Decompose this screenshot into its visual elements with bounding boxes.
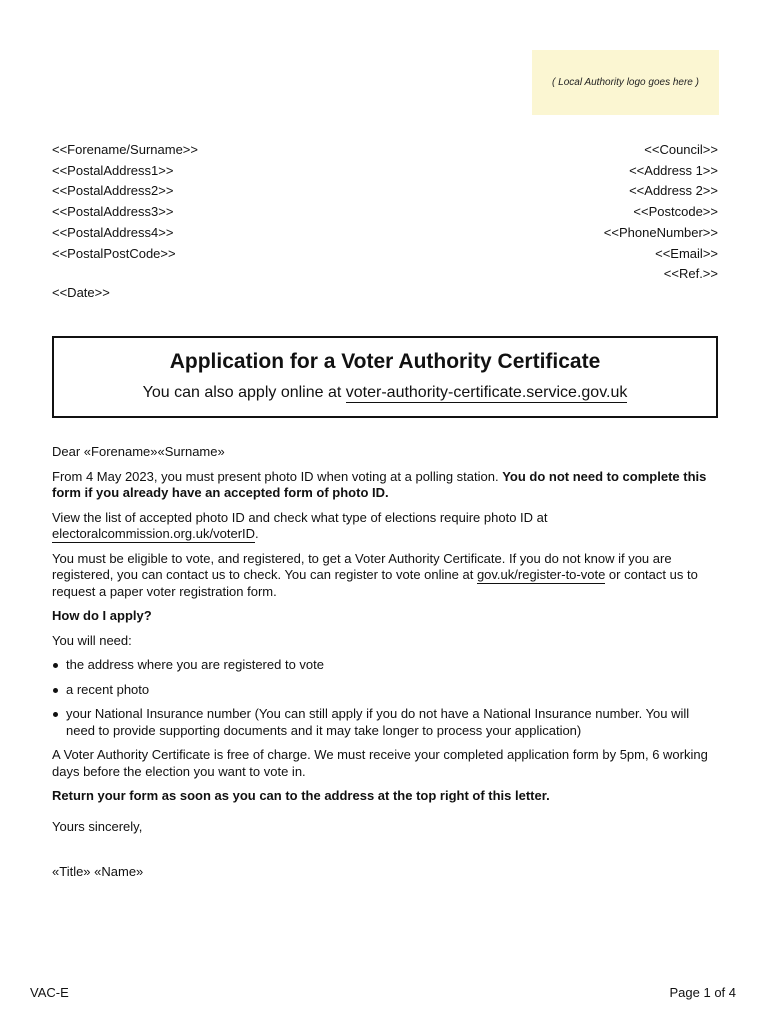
council-address [604,140,718,285]
paragraph-eligibility-text: You must be eligible to vote, and registered, to get a Voter Authority Certificate. If you do not know if you are registered, you can contact us to check. You can register to vote online at [52,550,672,582]
paragraph-accepted-id-end: . [255,526,259,541]
list-item: the address where you are registered to vote [52,657,720,674]
electoral-commission-link[interactable]: electoralcommission.org.uk/voterID [52,526,256,541]
closing: Yours sincerely, [52,819,143,834]
paragraph-eligibility-end: or contact us to request a paper voter registration form. [52,567,698,599]
council-address-line-1: <<Address 1>> [629,162,718,178]
list-item: a recent photo [52,682,720,699]
recipient-name: <<Forename/Surname>> [52,142,198,157]
logo-placeholder [532,50,719,115]
how-to-apply-heading: How do I apply? [52,608,152,623]
signer: «Title» «Name» [52,864,144,879]
letter-date: <<Date>> [52,285,110,300]
greeting: Dear «Forename»«Surname» [52,444,225,459]
page-title: Application for a Voter Authority Certificate [169,350,601,373]
logo-placeholder-text: ( Local Authority logo goes here ) [552,77,699,88]
paragraph-photo-id [52,469,720,502]
online-apply-link[interactable]: voter-authority-certificate.service.gov.uk [345,384,628,401]
paragraph-eligibility [52,551,720,601]
council-phone: <<PhoneNumber>> [603,224,718,240]
recipient-address-line-4: <<PostalAddress4>> [52,224,174,240]
list-item: your National Insurance number (You can still apply if you do not have a National Insurance number. You will need to provide supporting documents and it may take longer to process your application) [52,706,720,739]
online-apply-prefix: You can also apply online at [142,384,346,401]
council-name: <<Council>> [644,142,718,157]
page-number: Page 1 of 4 [669,985,736,1000]
council-email: <<Email>> [655,245,718,261]
recipient-address-line-2: <<PostalAddress2>> [52,183,174,199]
recipient-postcode: <<PostalPostCode>> [52,245,176,261]
council-address-line-2: <<Address 2>> [629,183,718,199]
council-ref: <<Ref.>> [663,266,718,282]
letter-body [52,444,720,813]
you-will-need: You will need: [52,632,132,648]
recipient-address-line-3: <<PostalAddress3>> [52,204,174,220]
recipient-address [52,140,198,264]
council-postcode: <<Postcode>> [633,204,718,220]
paragraph-photo-id-bold: You do not need to complete this form if you already have an accepted form of photo ID. [52,468,707,500]
form-code: VAC-E [30,985,69,1000]
recipient-address-line-1: <<PostalAddress1>> [52,162,174,178]
register-to-vote-link[interactable]: gov.uk/register-to-vote [476,567,606,582]
paragraph-accepted-id-text: View the list of accepted photo ID and check what type of elections require photo ID at [52,509,548,525]
paragraph-accepted-id [52,510,720,543]
requirements-list [52,657,720,739]
paragraph-return-form: Return your form as soon as you can to the address at the top right of this letter. [52,788,550,803]
paragraph-free-of-charge: A Voter Authority Certificate is free of charge. We must receive your completed application form by 5pm, 6 working days before the election you want to vote in. [52,747,708,779]
paragraph-photo-id-text: From 4 May 2023, you must present photo ID when voting at a polling station. [52,468,503,484]
online-apply-line [54,384,716,402]
title-box [52,336,718,418]
